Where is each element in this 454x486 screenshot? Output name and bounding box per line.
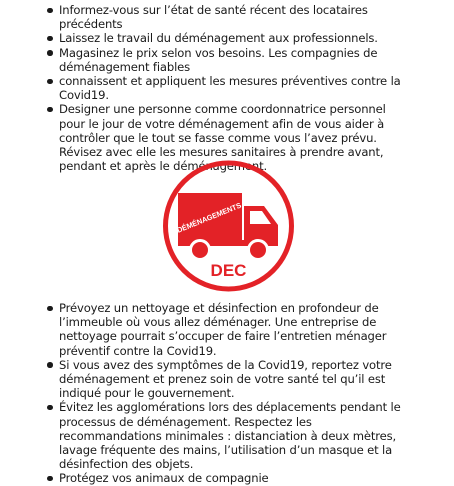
list-item: Magasinez le prix selon vos besoins. Les compagnies de déménagement fiables [0,46,454,74]
list-item: connaissent et appliquent les mesures préventives contre la Covid19. [0,74,454,102]
list-item: Prévoyez un nettoyage et désinfection en profondeur de l’immeuble où vous allez déménager. Une entreprise de nettoyage pourrait s’occuper de faire l’entretien ménager préventif contre la Covid19. [0,301,454,358]
list-item: Protégez vos animaux de compagnie [0,471,454,485]
dec-logo [160,159,297,293]
bottom-bullet-list [0,301,454,486]
brand-name: DEC [210,261,247,280]
list-item: Évitez les agglomérations lors des déplacements pendant le processus de déménagement. Respectez les recommandations minimales : distanciation à deux mètres, lavage fréquente des mains, l’utilisation d’un masque et la désinfection des objets. [0,400,454,471]
truck-label: DÉMÉNAGEMENTS [175,200,243,235]
list-item: Designer une personne comme coordonnatrice personnel pour le jour de votre déménagement afin de vous aider à contrôler que le tout se fasse comme vous l’avez prévu. Révisez avec elle les mesures sanitaires à prendre avant, pendant et après le déménagement. [0,102,454,173]
list-item: Informez-vous sur l’état de santé récent des locataires précédents [0,3,454,31]
list-item: Si vous avez des symptômes de la Covid19, reportez votre déménagement et prenez soin de votre santé tel qu’il est indiqué pour le gouvernement. [0,358,454,401]
list-item: Laissez le travail du déménagement aux professionnels. [0,31,454,45]
top-bullet-list [0,3,454,173]
